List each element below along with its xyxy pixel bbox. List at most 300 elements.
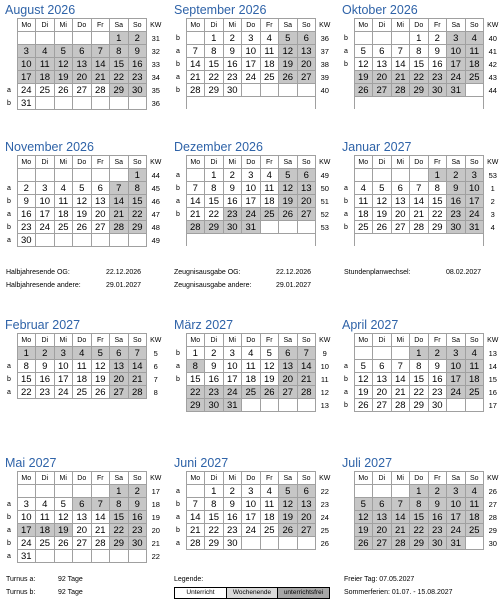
day-cell: 28 bbox=[91, 537, 110, 550]
day-cell: 15 bbox=[205, 511, 224, 524]
turnus-marker: a bbox=[174, 511, 186, 524]
week-row bbox=[5, 84, 165, 97]
week-row bbox=[174, 485, 334, 498]
turnus-marker: b bbox=[174, 498, 186, 511]
day-cell: 19 bbox=[73, 208, 92, 221]
day-cell: 4 bbox=[260, 169, 279, 182]
day-cell: 31 bbox=[17, 97, 36, 110]
week-number: 5 bbox=[147, 347, 165, 360]
day-cell: 5 bbox=[91, 347, 110, 360]
day-cell bbox=[297, 84, 316, 97]
week-row bbox=[342, 524, 502, 537]
week-number: 10 bbox=[316, 360, 334, 373]
week-row bbox=[174, 208, 334, 221]
day-cell: 14 bbox=[391, 511, 410, 524]
day-cell: 17 bbox=[447, 511, 466, 524]
week-number: 13 bbox=[484, 347, 502, 360]
month-september-2026 bbox=[174, 2, 333, 109]
month-table bbox=[342, 333, 502, 412]
month-title: Juli 2027 bbox=[342, 456, 393, 470]
day-cell: 20 bbox=[373, 386, 392, 399]
week-number: 14 bbox=[484, 360, 502, 373]
day-cell: 10 bbox=[447, 45, 466, 58]
week-number: 13 bbox=[316, 399, 334, 412]
day-cell: 29 bbox=[410, 84, 429, 97]
week-number: 11 bbox=[316, 373, 334, 386]
day-cell bbox=[354, 347, 373, 360]
month-dezember-2026 bbox=[174, 139, 333, 246]
day-cell: 27 bbox=[373, 84, 392, 97]
day-cell: 17 bbox=[17, 71, 36, 84]
day-cell: 23 bbox=[36, 386, 55, 399]
day-cell: 7 bbox=[410, 182, 429, 195]
week-number: 33 bbox=[147, 58, 165, 71]
day-cell: 15 bbox=[428, 195, 447, 208]
day-cell: 12 bbox=[373, 195, 392, 208]
day-cell: 22 bbox=[186, 386, 205, 399]
day-cell: 3 bbox=[54, 347, 73, 360]
day-cell: 25 bbox=[260, 71, 279, 84]
day-cell: 29 bbox=[410, 537, 429, 550]
day-cell bbox=[279, 221, 298, 234]
header-weekday: Di bbox=[36, 334, 55, 347]
day-cell bbox=[73, 550, 92, 563]
week-number: 34 bbox=[147, 71, 165, 84]
day-cell: 13 bbox=[373, 511, 392, 524]
day-cell: 12 bbox=[279, 498, 298, 511]
day-cell: 6 bbox=[373, 360, 392, 373]
day-cell bbox=[391, 347, 410, 360]
day-cell bbox=[391, 32, 410, 45]
zeugnis-andere-value: 29.01.2027 bbox=[276, 282, 312, 289]
day-cell: 25 bbox=[242, 386, 261, 399]
week-row bbox=[342, 221, 502, 234]
day-cell: 18 bbox=[260, 195, 279, 208]
day-cell: 10 bbox=[447, 498, 466, 511]
week-row bbox=[174, 97, 334, 110]
day-cell: 25 bbox=[354, 221, 373, 234]
day-cell bbox=[354, 169, 373, 182]
day-cell: 19 bbox=[54, 71, 73, 84]
day-cell: 30 bbox=[128, 537, 147, 550]
day-cell: 19 bbox=[54, 524, 73, 537]
day-cell: 23 bbox=[17, 221, 36, 234]
day-cell: 2 bbox=[428, 347, 447, 360]
day-cell: 24 bbox=[465, 208, 484, 221]
day-cell bbox=[110, 169, 129, 182]
week-row bbox=[5, 386, 165, 399]
month-table bbox=[5, 333, 165, 399]
day-cell: 7 bbox=[186, 498, 205, 511]
day-cell: 19 bbox=[354, 71, 373, 84]
day-cell bbox=[54, 97, 73, 110]
header-weekday: Di bbox=[36, 19, 55, 32]
day-cell bbox=[110, 234, 129, 247]
turnus-marker: b bbox=[174, 347, 186, 360]
day-cell: 23 bbox=[428, 524, 447, 537]
turnus-marker bbox=[5, 71, 17, 84]
day-cell: 21 bbox=[391, 71, 410, 84]
day-cell bbox=[465, 537, 484, 550]
day-cell: 7 bbox=[91, 498, 110, 511]
month-title: November 2026 bbox=[5, 140, 94, 154]
header-kw: KW bbox=[147, 19, 165, 32]
header-weekday: Di bbox=[36, 156, 55, 169]
day-cell: 18 bbox=[465, 58, 484, 71]
week-row bbox=[5, 347, 165, 360]
day-cell: 11 bbox=[465, 498, 484, 511]
week-number: 32 bbox=[147, 45, 165, 58]
header-weekday: Mo bbox=[354, 472, 373, 485]
week-row bbox=[174, 399, 334, 412]
week-row bbox=[174, 360, 334, 373]
header-weekday: So bbox=[297, 156, 316, 169]
week-row bbox=[5, 182, 165, 195]
header-kw: KW bbox=[484, 19, 502, 32]
day-cell: 27 bbox=[73, 84, 92, 97]
turnus-marker bbox=[342, 97, 354, 110]
day-cell: 14 bbox=[297, 360, 316, 373]
day-cell: 23 bbox=[223, 208, 242, 221]
day-cell bbox=[36, 234, 55, 247]
turnus-marker: a bbox=[342, 45, 354, 58]
week-row bbox=[174, 347, 334, 360]
week-row bbox=[342, 347, 502, 360]
day-cell bbox=[110, 550, 129, 563]
week-number: 20 bbox=[147, 524, 165, 537]
day-cell bbox=[128, 550, 147, 563]
day-cell: 18 bbox=[465, 373, 484, 386]
header-kw: KW bbox=[147, 472, 165, 485]
day-cell bbox=[410, 169, 429, 182]
header-kw: KW bbox=[147, 334, 165, 347]
month-title: August 2026 bbox=[5, 3, 76, 17]
week-row bbox=[342, 182, 502, 195]
day-cell: 26 bbox=[354, 399, 373, 412]
day-cell: 3 bbox=[36, 182, 55, 195]
day-cell: 15 bbox=[128, 195, 147, 208]
header-spacer bbox=[5, 472, 17, 485]
header-weekday: Mi bbox=[54, 472, 73, 485]
day-cell: 1 bbox=[110, 32, 129, 45]
day-cell: 15 bbox=[110, 58, 129, 71]
day-cell: 17 bbox=[447, 58, 466, 71]
day-cell: 22 bbox=[428, 208, 447, 221]
month-juni-2027 bbox=[174, 455, 333, 550]
header-weekday: Mi bbox=[391, 156, 410, 169]
week-row bbox=[5, 195, 165, 208]
turnus-marker bbox=[174, 234, 186, 247]
day-cell bbox=[354, 32, 373, 45]
day-cell: 21 bbox=[186, 71, 205, 84]
day-cell: 23 bbox=[223, 71, 242, 84]
week-row bbox=[5, 485, 165, 498]
week-row bbox=[342, 386, 502, 399]
turnus-marker: a bbox=[174, 360, 186, 373]
turnus-marker: a bbox=[174, 45, 186, 58]
week-row bbox=[342, 169, 502, 182]
day-cell: 6 bbox=[297, 169, 316, 182]
day-cell: 20 bbox=[297, 195, 316, 208]
day-cell: 8 bbox=[128, 182, 147, 195]
header-weekday: Do bbox=[410, 334, 429, 347]
header-weekday: Mo bbox=[186, 19, 205, 32]
header-weekday: Do bbox=[410, 156, 429, 169]
header-weekday: So bbox=[465, 334, 484, 347]
day-cell: 30 bbox=[128, 84, 147, 97]
day-cell: 22 bbox=[110, 524, 129, 537]
day-cell: 27 bbox=[391, 221, 410, 234]
week-number: 29 bbox=[484, 524, 502, 537]
month-maerz-2027 bbox=[174, 317, 333, 412]
day-cell: 5 bbox=[354, 498, 373, 511]
header-weekday: Di bbox=[205, 156, 224, 169]
day-cell: 9 bbox=[223, 498, 242, 511]
week-number: 39 bbox=[316, 71, 334, 84]
day-cell: 22 bbox=[410, 71, 429, 84]
day-cell: 29 bbox=[205, 84, 224, 97]
day-cell: 23 bbox=[128, 524, 147, 537]
day-cell: 26 bbox=[373, 221, 392, 234]
day-cell bbox=[465, 84, 484, 97]
day-cell: 21 bbox=[128, 373, 147, 386]
header-weekday: Di bbox=[205, 19, 224, 32]
day-cell bbox=[373, 32, 392, 45]
header-weekday: Do bbox=[410, 19, 429, 32]
day-cell: 29 bbox=[205, 537, 224, 550]
week-row bbox=[5, 221, 165, 234]
day-cell bbox=[186, 169, 205, 182]
week-number: 46 bbox=[147, 195, 165, 208]
turnus-marker bbox=[174, 97, 186, 110]
week-number: 43 bbox=[484, 71, 502, 84]
day-cell: 21 bbox=[186, 524, 205, 537]
day-cell: 4 bbox=[465, 485, 484, 498]
day-cell: 11 bbox=[36, 58, 55, 71]
week-number bbox=[484, 97, 502, 110]
day-cell: 5 bbox=[54, 498, 73, 511]
header-weekday: Mi bbox=[391, 334, 410, 347]
day-cell bbox=[73, 485, 92, 498]
day-cell: 15 bbox=[186, 373, 205, 386]
day-cell: 23 bbox=[428, 386, 447, 399]
day-cell: 13 bbox=[73, 58, 92, 71]
day-cell: 2 bbox=[36, 347, 55, 360]
turnus-marker: b bbox=[174, 208, 186, 221]
turnus-marker: a bbox=[5, 386, 17, 399]
day-cell: 8 bbox=[110, 498, 129, 511]
day-cell: 8 bbox=[410, 360, 429, 373]
day-cell: 19 bbox=[279, 58, 298, 71]
day-cell: 4 bbox=[465, 32, 484, 45]
header-weekday: Mo bbox=[186, 472, 205, 485]
day-cell: 12 bbox=[354, 373, 373, 386]
turnus-marker bbox=[342, 537, 354, 550]
day-cell: 17 bbox=[465, 195, 484, 208]
day-cell: 21 bbox=[110, 208, 129, 221]
header-weekday: Mo bbox=[17, 472, 36, 485]
day-cell bbox=[54, 234, 73, 247]
day-cell: 17 bbox=[223, 373, 242, 386]
day-cell: 5 bbox=[279, 485, 298, 498]
week-row bbox=[174, 58, 334, 71]
day-cell: 27 bbox=[110, 386, 129, 399]
day-cell: 19 bbox=[354, 524, 373, 537]
week-row bbox=[174, 195, 334, 208]
day-cell: 26 bbox=[354, 84, 373, 97]
sommerferien: Sommerferien: 01.07. - 15.08.2027 bbox=[344, 589, 453, 596]
day-cell bbox=[297, 537, 316, 550]
turnus-marker bbox=[342, 169, 354, 182]
day-cell: 9 bbox=[36, 360, 55, 373]
day-cell: 9 bbox=[128, 45, 147, 58]
day-cell bbox=[465, 234, 484, 247]
day-cell: 11 bbox=[54, 195, 73, 208]
halbjahresende-og-label: Halbjahresende OG: bbox=[6, 269, 70, 276]
turnus-marker: b bbox=[174, 373, 186, 386]
month-april-2027 bbox=[342, 317, 501, 412]
day-cell: 24 bbox=[17, 537, 36, 550]
day-cell: 30 bbox=[428, 399, 447, 412]
day-cell: 26 bbox=[279, 71, 298, 84]
legend-unterrichtsfrei: unterrichtsfrei bbox=[277, 587, 330, 599]
header-weekday: Do bbox=[242, 472, 261, 485]
day-cell: 11 bbox=[260, 182, 279, 195]
header-weekday: Do bbox=[410, 472, 429, 485]
day-cell: 25 bbox=[36, 84, 55, 97]
turnus-marker: b bbox=[342, 221, 354, 234]
day-cell: 13 bbox=[391, 195, 410, 208]
day-cell: 29 bbox=[110, 537, 129, 550]
day-cell: 19 bbox=[373, 208, 392, 221]
week-number: 4 bbox=[484, 221, 502, 234]
day-cell: 27 bbox=[373, 399, 392, 412]
day-cell: 25 bbox=[73, 386, 92, 399]
legend-wochenende: Wochenende bbox=[226, 587, 278, 599]
month-table bbox=[174, 471, 334, 550]
day-cell: 26 bbox=[91, 386, 110, 399]
day-cell: 6 bbox=[391, 182, 410, 195]
turnus-marker: a bbox=[5, 84, 17, 97]
day-cell: 25 bbox=[260, 524, 279, 537]
turnus-marker: a bbox=[5, 498, 17, 511]
day-cell: 11 bbox=[36, 511, 55, 524]
day-cell: 3 bbox=[447, 485, 466, 498]
day-cell: 16 bbox=[428, 511, 447, 524]
day-cell bbox=[54, 32, 73, 45]
day-cell: 25 bbox=[54, 221, 73, 234]
day-cell: 9 bbox=[205, 360, 224, 373]
day-cell: 5 bbox=[354, 360, 373, 373]
day-cell: 19 bbox=[260, 373, 279, 386]
halbjahresende-andere-label: Halbjahresende andere: bbox=[6, 282, 81, 289]
day-cell: 2 bbox=[223, 169, 242, 182]
header-weekday: Do bbox=[73, 334, 92, 347]
day-cell: 9 bbox=[428, 360, 447, 373]
day-cell: 28 bbox=[186, 221, 205, 234]
day-cell: 14 bbox=[91, 58, 110, 71]
turnus-marker: a bbox=[5, 550, 17, 563]
day-cell: 17 bbox=[242, 511, 261, 524]
header-weekday: So bbox=[297, 19, 316, 32]
day-cell: 16 bbox=[128, 58, 147, 71]
month-title: Oktober 2026 bbox=[342, 3, 418, 17]
day-cell bbox=[242, 234, 261, 247]
day-cell bbox=[297, 97, 316, 110]
day-cell: 16 bbox=[205, 373, 224, 386]
turnus-marker: a bbox=[5, 234, 17, 247]
day-cell: 9 bbox=[128, 498, 147, 511]
day-cell bbox=[391, 169, 410, 182]
day-cell: 24 bbox=[447, 71, 466, 84]
day-cell: 19 bbox=[354, 386, 373, 399]
header-weekday: Fr bbox=[91, 472, 110, 485]
day-cell: 26 bbox=[279, 524, 298, 537]
day-cell: 20 bbox=[373, 71, 392, 84]
day-cell: 26 bbox=[260, 386, 279, 399]
day-cell: 22 bbox=[128, 208, 147, 221]
day-cell: 30 bbox=[223, 221, 242, 234]
day-cell bbox=[36, 550, 55, 563]
day-cell bbox=[297, 221, 316, 234]
day-cell bbox=[17, 485, 36, 498]
week-number bbox=[316, 97, 334, 110]
day-cell: 1 bbox=[128, 169, 147, 182]
day-cell: 18 bbox=[54, 208, 73, 221]
day-cell: 19 bbox=[91, 373, 110, 386]
day-cell: 14 bbox=[186, 58, 205, 71]
day-cell: 12 bbox=[354, 511, 373, 524]
month-table bbox=[342, 471, 502, 550]
day-cell: 15 bbox=[205, 58, 224, 71]
day-cell: 23 bbox=[205, 386, 224, 399]
week-row bbox=[174, 45, 334, 58]
day-cell: 12 bbox=[54, 58, 73, 71]
day-cell: 30 bbox=[428, 84, 447, 97]
day-cell: 12 bbox=[279, 45, 298, 58]
month-table bbox=[174, 155, 334, 246]
day-cell: 21 bbox=[91, 524, 110, 537]
header-kw: KW bbox=[147, 156, 165, 169]
day-cell: 21 bbox=[391, 386, 410, 399]
header-spacer bbox=[174, 472, 186, 485]
day-cell: 22 bbox=[205, 71, 224, 84]
week-row bbox=[5, 524, 165, 537]
turnus-marker: b bbox=[5, 511, 17, 524]
day-cell: 10 bbox=[36, 195, 55, 208]
turnus-marker bbox=[174, 386, 186, 399]
month-mai-2027 bbox=[5, 455, 164, 563]
day-cell bbox=[205, 97, 224, 110]
day-cell bbox=[36, 32, 55, 45]
day-cell: 26 bbox=[54, 84, 73, 97]
header-spacer bbox=[342, 19, 354, 32]
day-cell: 14 bbox=[186, 195, 205, 208]
day-cell: 16 bbox=[447, 195, 466, 208]
day-cell: 3 bbox=[242, 169, 261, 182]
header-weekday: Fr bbox=[260, 472, 279, 485]
day-cell: 10 bbox=[242, 498, 261, 511]
header-weekday: Di bbox=[205, 472, 224, 485]
day-cell: 4 bbox=[260, 32, 279, 45]
day-cell: 17 bbox=[242, 58, 261, 71]
day-cell bbox=[373, 234, 392, 247]
day-cell: 8 bbox=[186, 360, 205, 373]
day-cell: 5 bbox=[354, 45, 373, 58]
turnus-marker: b bbox=[174, 58, 186, 71]
turnus-marker: a bbox=[342, 182, 354, 195]
week-number: 3 bbox=[484, 208, 502, 221]
